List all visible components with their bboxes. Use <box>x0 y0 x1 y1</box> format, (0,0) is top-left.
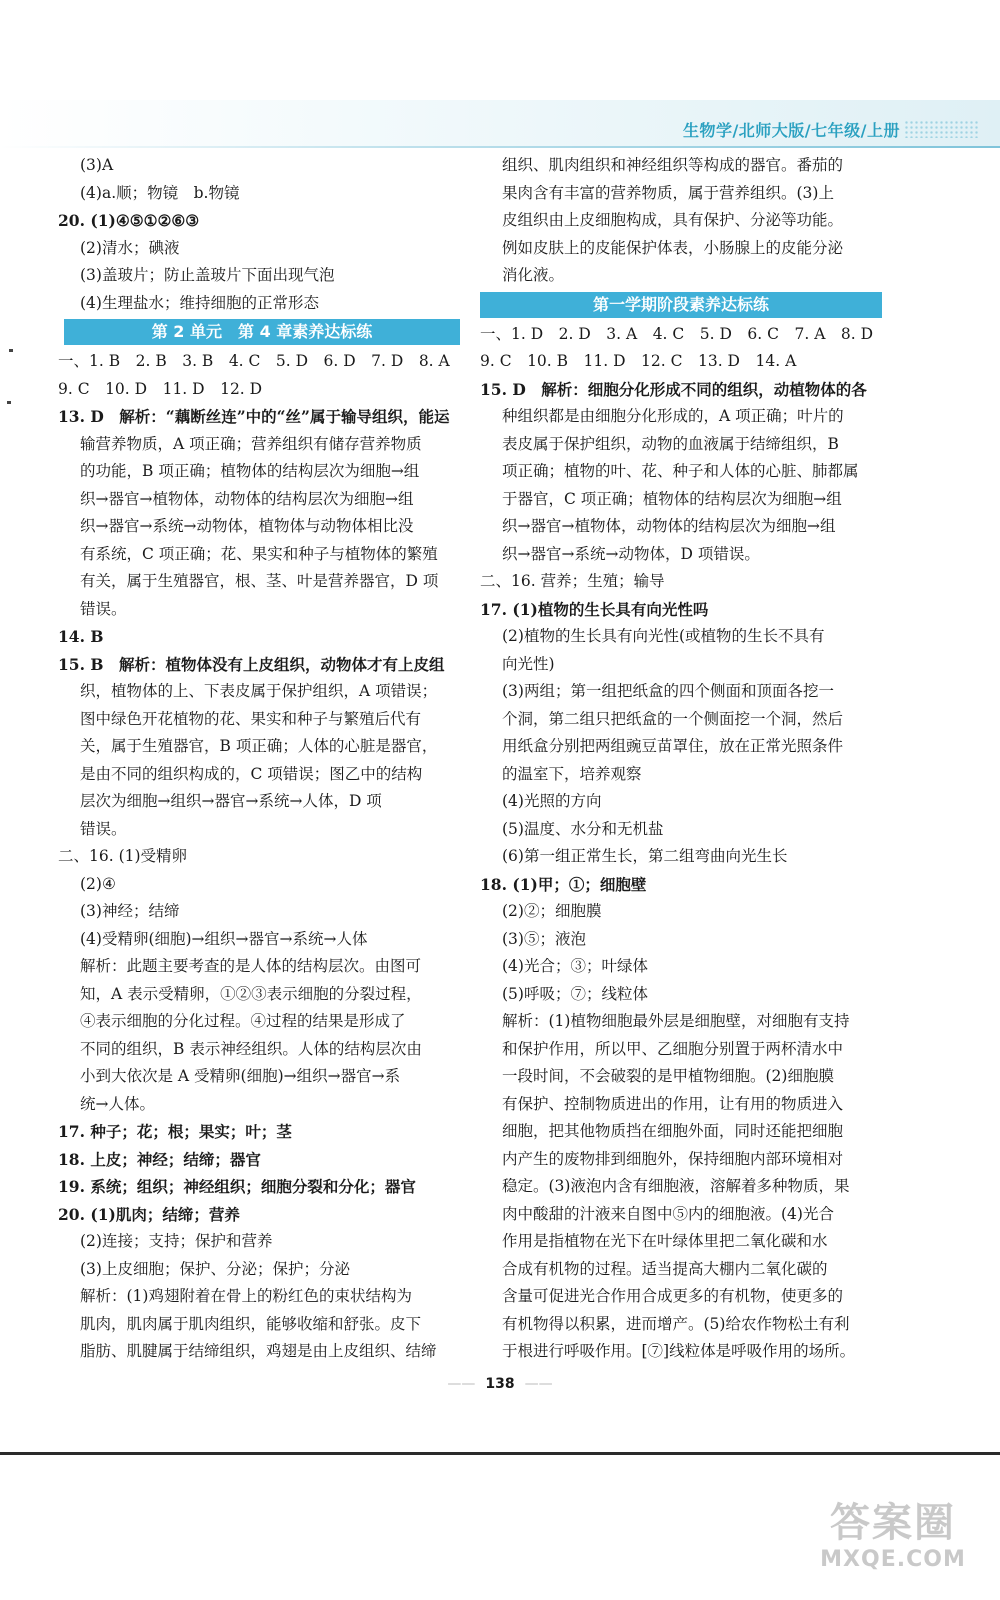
answer-line: 内产生的废物排到细胞外，保持细胞内部环境相对 <box>502 1149 844 1168</box>
answer-line: 果肉含有丰富的营养物质，属于营养组织。(3)上 <box>502 183 834 202</box>
answer-line: 一段时间，不会破裂的是甲植物细胞。(2)细胞膜 <box>502 1067 834 1085</box>
answer-line: 一、1. D 2. D 3. A 4. C 5. D 6. C 7. A 8. D <box>480 324 874 343</box>
answer-line: (3)两组；第一组把纸盒的四个侧面和顶面各挖一 <box>502 682 834 700</box>
answer-line: (4)受精卵(细胞)→组织→器官→系统→人体 <box>80 929 368 948</box>
answer-line: 肉中酸甜的汁液来自图中⑤内的细胞液。(4)光合 <box>502 1204 834 1223</box>
answer-line: 17. (1)植物的生长具有向光性吗 <box>480 599 709 619</box>
answer-line: 于根进行呼吸作用。[⑦]线粒体是呼吸作用的场所。 <box>502 1342 856 1360</box>
answer-line: 二、16. (1)受精卵 <box>58 847 188 865</box>
answer-line: (2)清水；碘液 <box>80 238 180 257</box>
answer-line: (3)⑤；液泡 <box>502 929 586 948</box>
answer-line: (3)盖玻片；防止盖玻片下面出现气泡 <box>80 266 335 284</box>
answer-line: 一、1. B 2. B 3. B 4. C 5. D 6. D 7. D 8. A <box>58 352 450 370</box>
answer-line: 是由不同的组织构成的，C 项错误；图乙中的结构 <box>80 764 423 783</box>
answer-line: 种组织都是由细胞分化形成的，A 项正确；叶片的 <box>502 407 844 425</box>
answer-line: (3)上皮细胞；保护、分泌；保护；分泌 <box>80 1259 350 1278</box>
answer-line: (4)光照的方向 <box>502 792 602 810</box>
answer-line: 19. 系统；组织；神经组织；细胞分裂和分化；器官 <box>58 1177 416 1196</box>
answer-line: 皮组织由上皮细胞构成，具有保护、分泌等功能。 <box>502 211 844 229</box>
answer-line: (2)植物的生长具有向光性(或植物的生长不具有 <box>502 627 825 645</box>
answer-line: (3)神经；结缔 <box>80 902 180 920</box>
answer-line: 知，A 表示受精卵，①②③表示细胞的分裂过程， <box>80 984 422 1003</box>
answer-line: 含量可促进光合作用合成更多的有机物，使更多的 <box>502 1287 844 1305</box>
answer-line: 织，植物体的上、下表皮属于保护组织，A 项错误； <box>80 682 438 700</box>
answer-line: 稳定。(3)液泡内含有细胞液，溶解着多种物质，果 <box>502 1177 850 1195</box>
answer-line: 关，属于生殖器官，B 项正确；人体的心脏是器官， <box>80 737 438 755</box>
answer-line: (4)光合；③；叶绿体 <box>502 957 648 975</box>
right-column <box>480 152 882 1366</box>
left-column <box>58 152 460 1366</box>
answer-line: 消化液。 <box>502 266 565 284</box>
answer-line: (4)a.顺；物镜 b.物镜 <box>80 183 240 202</box>
answer-line: 图中绿色开花植物的花、果实和种子与繁殖后代有 <box>80 709 422 728</box>
answer-line: 个洞，第二组只把纸盒的一个侧面挖一个洞，然后 <box>502 709 844 728</box>
answer-line: 二、16. 营养；生殖；输导 <box>480 572 665 590</box>
watermark-sub-text: MXQE.COM <box>820 1547 966 1572</box>
answer-line: 18. 上皮；神经；结缔；器官 <box>58 1149 261 1169</box>
answer-line: 有机物得以积累，进而增产。(5)给农作物松土有利 <box>502 1314 850 1333</box>
answer-line: 20. (1)④⑤①②⑥③ <box>58 211 200 230</box>
answer-line: 细胞，把其他物质挡在细胞外面，同时还能把细胞 <box>502 1122 844 1140</box>
bottom-rule <box>0 1452 1000 1455</box>
answer-line: 14. B <box>58 627 104 646</box>
answer-line: 18. (1)甲；①；细胞壁 <box>480 874 647 894</box>
answer-line: 合成有机物的过程。适当提高大棚内二氧化碳的 <box>502 1259 828 1278</box>
answer-line: (5)呼吸；⑦；线粒体 <box>502 984 648 1003</box>
scan-mark <box>7 401 11 404</box>
answer-line: 和保护作用，所以甲、乙细胞分别置于两杯清水中 <box>502 1039 844 1058</box>
answer-line: 项正确；植物的叶、花、种子和人体的心脏、肺都属 <box>502 462 859 480</box>
answer-line: 用纸盒分别把两组豌豆苗罩住，放在正常光照条件 <box>502 737 844 755</box>
header-rule <box>0 146 1000 148</box>
answer-line: 小到大依次是 A 受精卵(细胞)→组织→器官→系 <box>80 1067 401 1085</box>
answer-line: 例如皮肤上的皮能保护体表，小肠腺上的皮能分泌 <box>502 238 844 257</box>
answer-line: (2)②；细胞膜 <box>502 902 602 920</box>
answer-line: 有关，属于生殖器官，根、茎、叶是营养器官，D 项 <box>80 572 439 590</box>
answer-line: (2)④ <box>80 874 116 893</box>
scan-mark <box>9 349 13 352</box>
answer-line: 层次为细胞→组织→器官→系统→人体，D 项 <box>80 792 382 810</box>
answer-line: 错误。 <box>80 599 127 618</box>
answer-line: 15. D 解析：细胞分化形成不同的组织，动植物体的各 <box>480 379 867 399</box>
section-banner: 第一学期阶段素养达标练 <box>480 292 882 318</box>
answer-line: 9. C 10. D 11. D 12. D <box>58 379 263 398</box>
answer-line: 组织、肌肉组织和神经组织等构成的器官。番茄的 <box>502 156 844 174</box>
answer-line: 解析：(1)植物细胞最外层是细胞壁，对细胞有支持 <box>502 1012 850 1030</box>
answer-line: 于器官，C 项正确；植物体的结构层次为细胞→组 <box>502 489 842 508</box>
answer-line: 的功能，B 项正确；植物体的结构层次为细胞→组 <box>80 462 420 480</box>
answer-line: 20. (1)肌肉；结缔；营养 <box>58 1204 240 1224</box>
answer-line: 解析：(1)鸡翅附着在骨上的粉红色的束状结构为 <box>80 1287 412 1305</box>
answer-line: 有保护、控制物质进出的作用，让有用的物质进入 <box>502 1094 844 1113</box>
answer-line: 肌肉，肌肉属于肌肉组织，能够收缩和舒张。皮下 <box>80 1314 422 1333</box>
answer-line: (2)连接；支持；保护和营养 <box>80 1232 273 1250</box>
answer-line: (4)生理盐水；维持细胞的正常形态 <box>80 293 319 312</box>
answer-line: 织→器官→系统→动物体，D 项错误。 <box>502 544 760 563</box>
watermark-logo <box>808 1500 978 1590</box>
page-number: —— 138 —— <box>0 1376 1000 1392</box>
answer-line: 17. 种子；花；根；果实；叶；茎 <box>58 1122 292 1141</box>
answer-line: 15. B 解析：植物体没有上皮组织，动物体才有上皮组 <box>58 654 445 674</box>
answer-line: 13. D 解析：“藕断丝连”中的“丝”属于输导组织，能运 <box>58 407 450 426</box>
answer-line: 不同的组织，B 表示神经组织。人体的结构层次由 <box>80 1039 422 1058</box>
running-header-title: 生物学/北师大版/七年级/上册 <box>682 121 900 140</box>
answer-line: 解析：此题主要考查的是人体的结构层次。由图可 <box>80 957 422 975</box>
watermark-main-text: 答案圈 <box>830 1500 956 1546</box>
answer-line: 脂肪、肌腱属于结缔组织，鸡翅是由上皮组织、结缔 <box>80 1342 437 1360</box>
header-dot-pattern <box>904 120 980 138</box>
answer-line: 表皮属于保护组织，动物的血液属于结缔组织，B <box>502 434 839 453</box>
answer-line: ④表示细胞的分化过程。④过程的结果是形成了 <box>80 1012 406 1030</box>
answer-line: 有系统，C 项正确；花、果实和种子与植物体的繁殖 <box>80 544 438 563</box>
answer-line: 织→器官→系统→动物体，植物体与动物体相比没 <box>80 517 414 535</box>
answer-line: (5)温度、水分和无机盐 <box>502 819 664 838</box>
answer-line: 9. C 10. B 11. D 12. C 13. D 14. A <box>480 352 797 370</box>
answer-line: 作用是指植物在光下在叶绿体里把二氧化碳和水 <box>502 1232 828 1250</box>
answer-line: 向光性) <box>502 654 555 673</box>
answer-line: 的温室下，培养观察 <box>502 764 642 783</box>
answer-line: 织→器官→植物体，动物体的结构层次为细胞→组 <box>80 489 414 508</box>
answer-line: (6)第一组正常生长，第二组弯曲向光生长 <box>502 847 788 865</box>
answer-line: (3)A <box>80 156 114 174</box>
answer-line: 输营养物质，A 项正确；营养组织有储存营养物质 <box>80 434 422 453</box>
answer-line: 统→人体。 <box>80 1094 155 1113</box>
answer-line: 织→器官→植物体，动物体的结构层次为细胞→组 <box>502 517 836 535</box>
section-banner: 第 2 单元 第 4 章素养达标练 <box>64 319 460 345</box>
answer-line: 错误。 <box>80 819 127 838</box>
